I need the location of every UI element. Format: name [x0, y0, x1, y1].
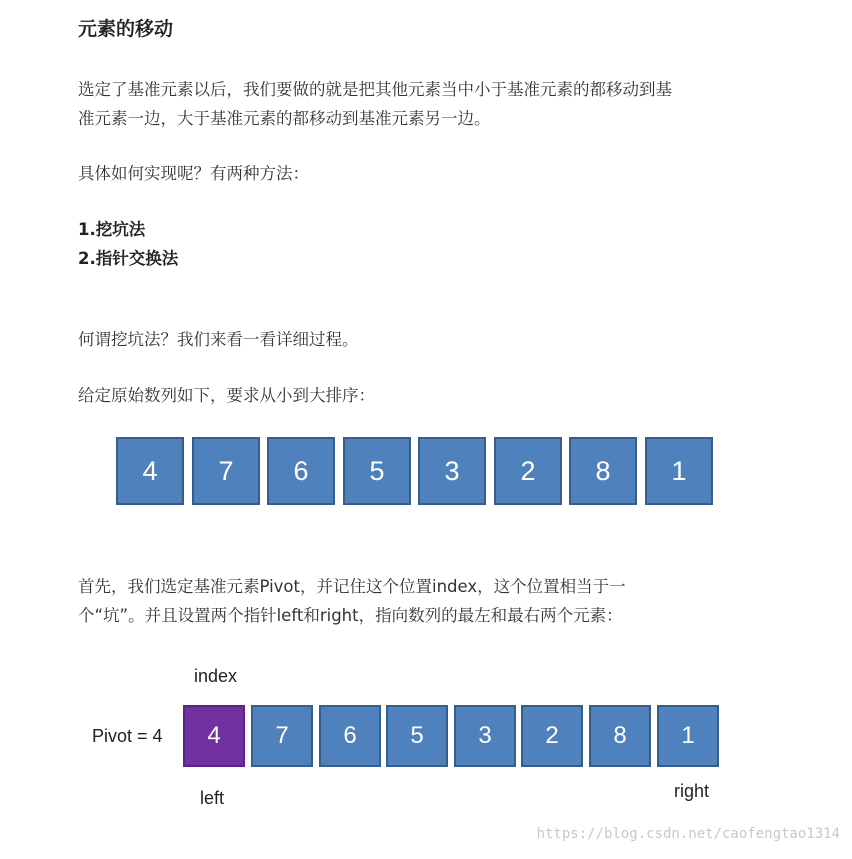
methods-question: 具体如何实现呢？有两种方法： — [78, 164, 309, 183]
array-cell: 1 — [645, 437, 713, 505]
original-array — [116, 437, 720, 509]
array-cell: 8 — [569, 437, 637, 505]
method-2: 2.指针交换法 — [78, 249, 179, 268]
array-cell: 3 — [418, 437, 486, 505]
array-cell: 4 — [116, 437, 184, 505]
array-intro: 给定原始数列如下，要求从小到大排序： — [78, 386, 375, 405]
array-cell: 5 — [343, 437, 411, 505]
pivot-line-2: 个“坑”。并且设置两个指针left和right，指向数列的最左和最右两个元素： — [78, 606, 623, 625]
index-label: index — [194, 666, 238, 686]
intro-paragraph — [78, 75, 768, 133]
intro-line-1: 选定了基准元素以后，我们要做的就是把其他元素当中小于基准元素的都移动到基 — [78, 80, 672, 99]
pivot-paragraph — [78, 572, 768, 630]
intro-line-2: 准元素一边，大于基准元素的都移动到基准元素另一边。 — [78, 109, 491, 128]
array-cell: 2 — [494, 437, 562, 505]
dig-question: 何谓挖坑法？我们来看一看详细过程。 — [78, 330, 359, 349]
array-cell: 2 — [521, 705, 583, 767]
pivot-line-1: 首先，我们选定基准元素Pivot，并记住这个位置index，这个位置相当于一 — [78, 577, 626, 596]
right-pointer-label: right — [674, 781, 710, 801]
pivot-array — [183, 705, 723, 769]
array-cell: 6 — [319, 705, 381, 767]
pivot-cell: 4 — [183, 705, 245, 767]
array-cell: 3 — [454, 705, 516, 767]
array-cell: 7 — [251, 705, 313, 767]
left-pointer-label: left — [200, 788, 225, 808]
array-cell: 6 — [267, 437, 335, 505]
array-cell: 8 — [589, 705, 651, 767]
watermark: https://blog.csdn.net/caofengtao1314 — [536, 826, 840, 842]
array-cell: 1 — [657, 705, 719, 767]
array-cell: 7 — [192, 437, 260, 505]
method-1: 1.挖坑法 — [78, 220, 146, 239]
array-cell: 5 — [386, 705, 448, 767]
section-title: 元素的移动 — [78, 18, 174, 40]
pivot-label: Pivot = 4 — [92, 726, 163, 746]
